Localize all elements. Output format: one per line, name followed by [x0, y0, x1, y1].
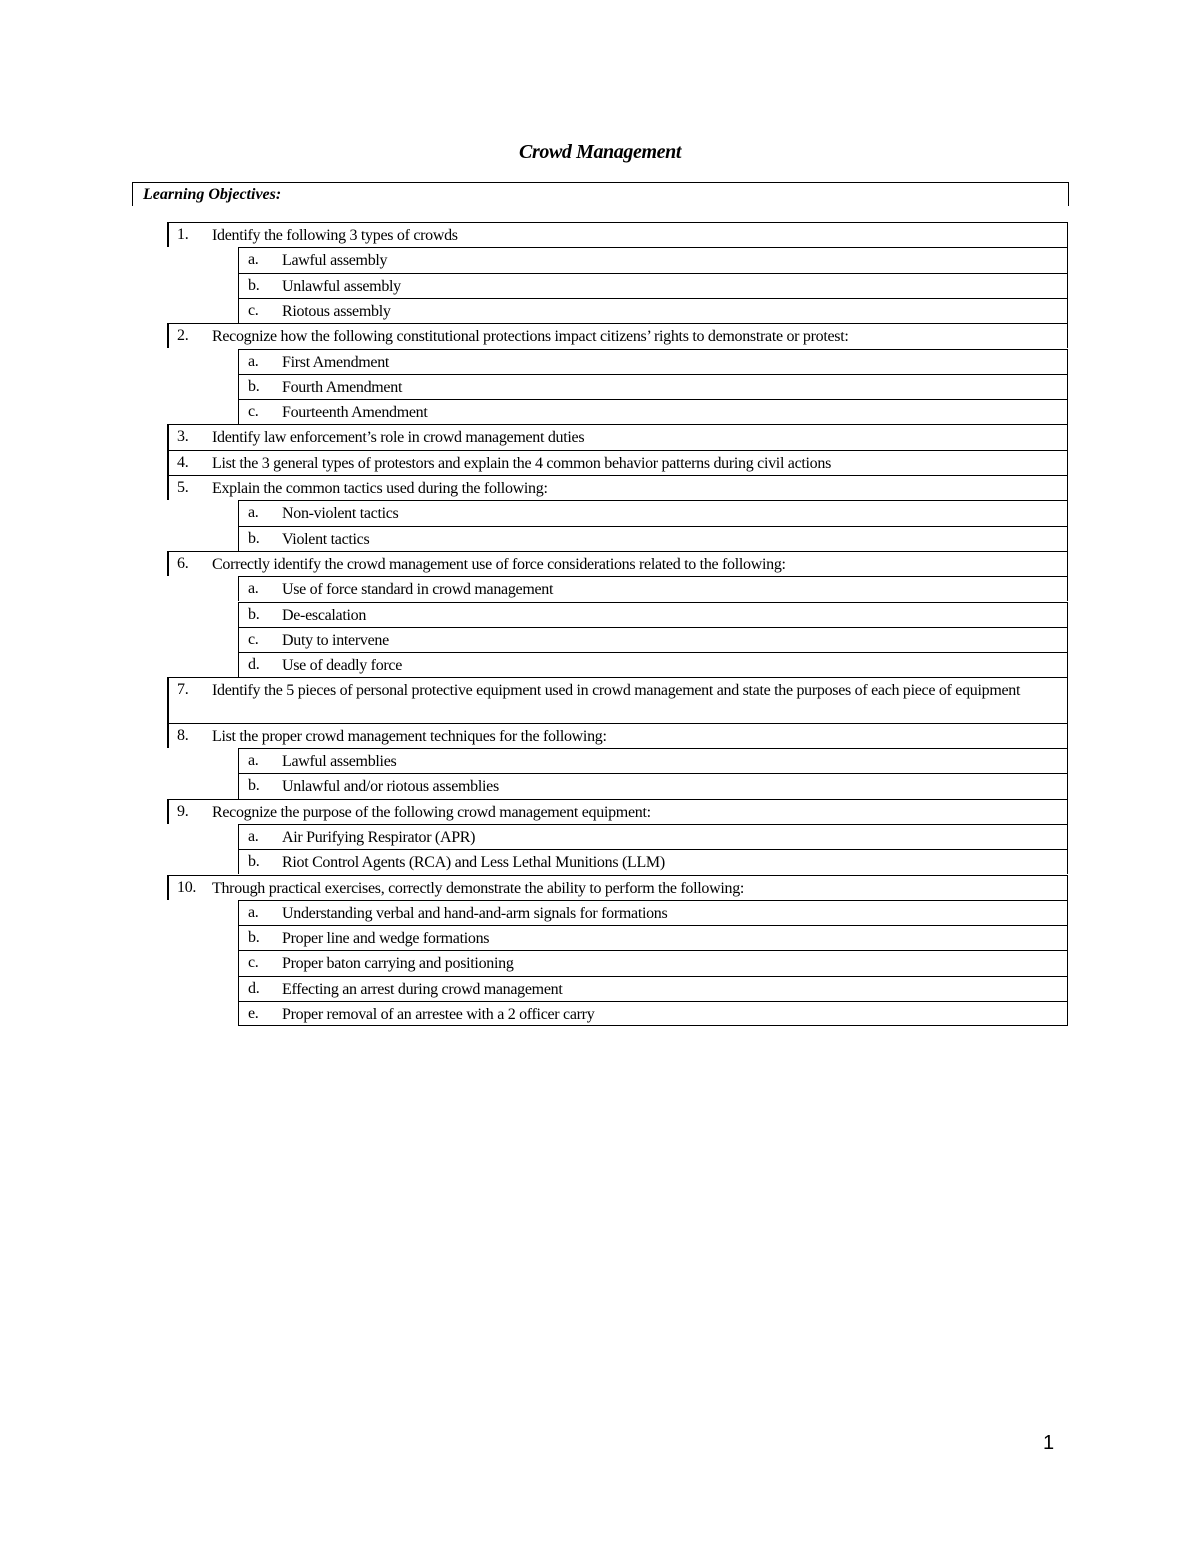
objective-text: List the proper crowd management techniques for the following:	[212, 727, 607, 745]
sub-objective-row	[238, 247, 1068, 272]
sub-objective-letter: a.	[248, 752, 259, 769]
sub-objective-letter: d.	[248, 656, 260, 674]
sub-objective-text: Duty to intervene	[282, 631, 389, 649]
objective-row	[167, 450, 1068, 475]
objective-row	[167, 323, 1068, 348]
sub-objective-text: Air Purifying Respirator (APR)	[282, 828, 476, 846]
sub-objective-row	[238, 849, 1068, 874]
objective-row	[167, 677, 1068, 722]
objective-row	[167, 222, 1068, 247]
sub-objective-row	[238, 349, 1068, 374]
objective-text: List the 3 general types of protestors and explain the 4 common behavior patterns during civil actions	[212, 454, 832, 472]
sub-objective-text: First Amendment	[282, 353, 390, 371]
learning-objectives-header	[132, 182, 1069, 206]
sub-objective-text: Proper baton carrying and positioning	[282, 955, 514, 973]
objective-row	[167, 551, 1068, 576]
objective-text: Identify law enforcement’s role in crowd management duties	[212, 429, 585, 447]
objective-row	[167, 424, 1068, 449]
sub-objective-row	[238, 773, 1068, 798]
sub-objective-text: Proper removal of an arrestee with a 2 officer carry	[282, 1006, 595, 1023]
sub-objective-letter: e.	[248, 1005, 259, 1022]
sub-objective-row	[238, 1001, 1068, 1026]
objective-text: Explain the common tactics used during the following:	[212, 480, 548, 497]
sub-objective-text: Use of force standard in crowd management	[282, 581, 554, 599]
objective-number: 3.	[177, 428, 189, 446]
page-number: 1	[1043, 1432, 1055, 1454]
sub-objective-row	[238, 748, 1068, 773]
sub-objective-row	[238, 824, 1068, 849]
sub-objective-row	[238, 576, 1068, 601]
sub-objective-letter: b.	[248, 853, 260, 871]
objective-number: 6.	[177, 554, 189, 572]
objective-text: Recognize how the following constitutional protections impact citizens’ rights to demonstrate or protest:	[212, 328, 849, 346]
sub-objective-text: Effecting an arrest during crowd management	[282, 980, 563, 998]
objective-number: 9.	[177, 802, 189, 820]
objective-text: Identify the 5 pieces of personal protective equipment used in crowd management and state the purposes of each piece of equipment	[212, 682, 1021, 700]
sub-objective-text: Riotous assembly	[282, 302, 391, 320]
sub-objective-row	[238, 298, 1068, 323]
objective-row	[167, 875, 1068, 900]
sub-objective-text: Violent tactics	[282, 530, 370, 548]
sub-objective-row	[238, 900, 1068, 925]
sub-objective-text: Unlawful assembly	[282, 277, 401, 295]
sub-objective-text: Riot Control Agents (RCA) and Less Lethal Munitions (LLM)	[282, 854, 665, 872]
sub-objective-row	[238, 976, 1068, 1001]
sub-objective-row	[238, 273, 1068, 298]
sub-objective-row	[238, 602, 1068, 627]
sub-objective-letter: a.	[248, 903, 259, 921]
sub-objective-text: Understanding verbal and hand-and-arm signals for formations	[282, 904, 668, 922]
objective-number: 10.	[177, 878, 197, 896]
sub-objective-letter: b.	[248, 605, 260, 623]
sub-objective-row	[238, 925, 1068, 950]
sub-objective-letter: d.	[248, 979, 260, 997]
sub-objective-letter: c.	[248, 630, 259, 648]
sub-objective-text: Non-violent tactics	[282, 505, 399, 523]
objective-text: Through practical exercises, correctly demonstrate the ability to perform the following:	[212, 879, 745, 897]
objective-number: 1.	[177, 226, 189, 243]
sub-objective-text: Lawful assembly	[282, 252, 388, 270]
sub-objective-letter: c.	[248, 954, 259, 972]
sub-objective-letter: b.	[248, 377, 260, 395]
sub-objective-text: Fourteenth Amendment	[282, 404, 428, 422]
sub-objective-letter: c.	[248, 301, 259, 319]
objective-row	[167, 475, 1068, 500]
objective-text: Identify the following 3 types of crowds	[212, 227, 458, 244]
objective-number: 8.	[177, 726, 189, 744]
objective-number: 5.	[177, 479, 189, 496]
sub-objective-row	[238, 374, 1068, 399]
objective-number: 4.	[177, 453, 189, 471]
sub-objective-row	[238, 500, 1068, 525]
document-title: Crowd Management	[519, 141, 681, 163]
sub-objective-letter: b.	[248, 777, 260, 795]
objective-number: 7.	[177, 681, 189, 699]
sub-objective-letter: a.	[248, 251, 259, 269]
sub-objective-letter: a.	[248, 352, 259, 370]
sub-objective-row	[238, 627, 1068, 652]
sub-objective-letter: c.	[248, 403, 259, 421]
sub-objective-text: De-escalation	[282, 606, 367, 624]
sub-objective-row	[238, 399, 1068, 424]
sub-objective-text: Use of deadly force	[282, 657, 403, 675]
sub-objective-row	[238, 526, 1068, 551]
objective-number: 2.	[177, 327, 189, 345]
sub-objective-text: Fourth Amendment	[282, 378, 403, 396]
sub-objective-letter: b.	[248, 529, 260, 547]
sub-objective-letter: b.	[248, 276, 260, 294]
sub-objective-text: Proper line and wedge formations	[282, 930, 490, 948]
sub-objective-row	[238, 950, 1068, 975]
sub-objective-row	[238, 652, 1068, 677]
objective-text: Recognize the purpose of the following crowd management equipment:	[212, 803, 651, 821]
sub-objective-text: Lawful assemblies	[282, 753, 397, 770]
sub-objective-letter: a.	[248, 827, 259, 845]
learning-objectives-label: Learning Objectives:	[143, 186, 282, 203]
objective-row	[167, 723, 1068, 748]
sub-objective-letter: a.	[248, 504, 259, 522]
sub-objective-text: Unlawful and/or riotous assemblies	[282, 778, 499, 796]
sub-objective-letter: b.	[248, 929, 260, 947]
objective-row	[167, 799, 1068, 824]
sub-objective-letter: a.	[248, 580, 259, 598]
objective-text: Correctly identify the crowd management use of force considerations related to the following:	[212, 555, 786, 573]
